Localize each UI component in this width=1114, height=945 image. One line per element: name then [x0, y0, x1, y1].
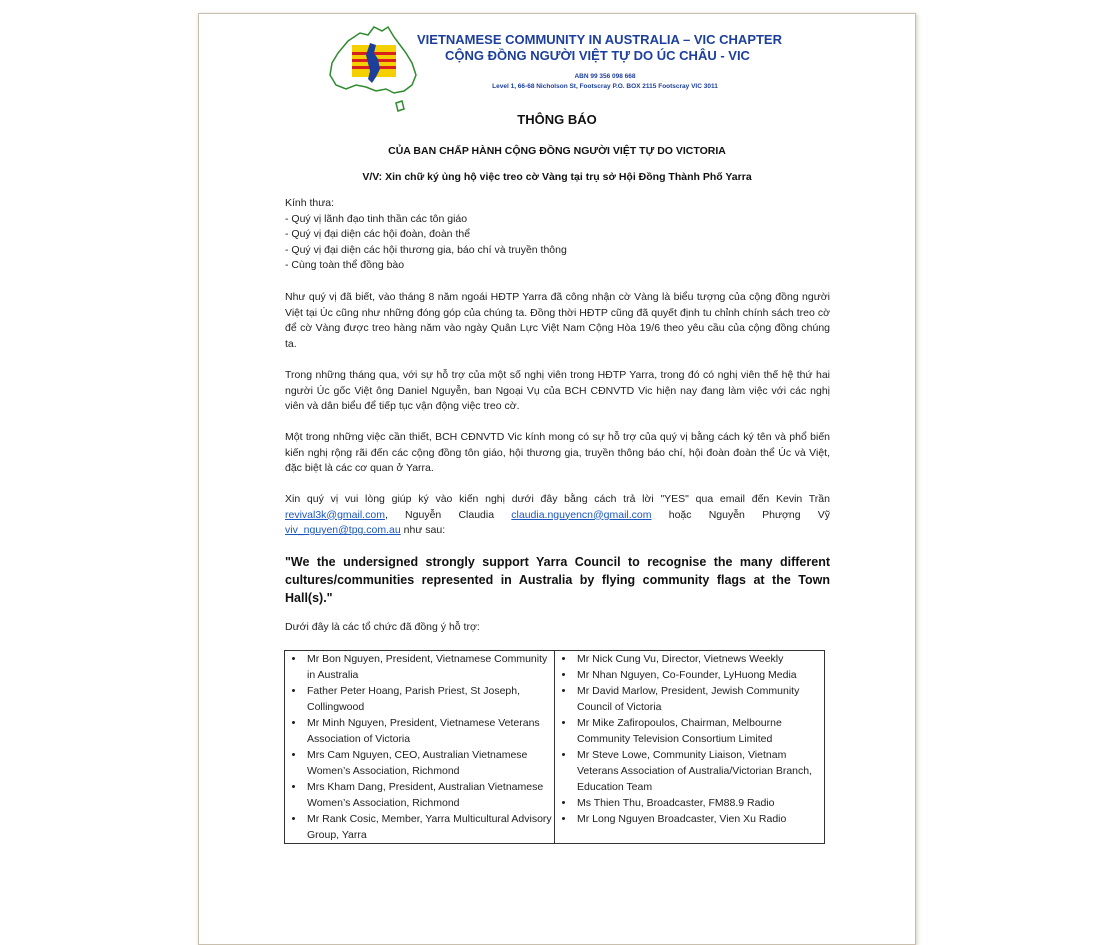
paragraph-4-text: như sau: [400, 524, 446, 536]
greeting-line: - Quý vị đại diện các hội thương gia, báo chí và truyền thông [285, 243, 567, 256]
supporter-item: • Mr Nhan Nguyen, Co-Founder, LyHuong Media [575, 667, 824, 683]
greeting-block [285, 196, 830, 274]
org-name-vi: CỘNG ĐỒNG NGƯỜI VIỆT TỰ DO ÚC CHÂU - VIC [445, 48, 750, 63]
supporters-right-column [555, 651, 825, 844]
org-details [479, 72, 731, 92]
supporters-left-column [285, 651, 555, 844]
supporter-item: • Mr Mike Zafiropoulos, Chairman, Melbourne Community Television Consortium Limited [575, 715, 824, 747]
supporter-item: • Mr Steve Lowe, Community Liaison, Vietnam Veterans Association of Australia/Victorian Branch, Education Team [575, 747, 824, 795]
org-name [417, 32, 782, 64]
greeting-line: - Quý vị đại diện các hội đoàn, đoàn thể [285, 228, 471, 240]
email-link-claudia[interactable]: claudia.nguyencn@gmail.com [511, 508, 652, 521]
greeting-line: - Quý vị lãnh đạo tinh thần các tôn giáo [285, 212, 468, 225]
supporter-item: • Mr Nick Cung Vu, Director, Vietnews Weekly [575, 651, 824, 667]
supporter-item: • Mr Bon Nguyen, President, Vietnamese Community in Australia [305, 651, 554, 683]
org-name-en: VIETNAMESE COMMUNITY IN AUSTRALIA – VIC CHAPTER [417, 32, 782, 47]
paragraph-4-text: hoặc Nguyễn Phượng Vỹ [651, 508, 830, 521]
supporter-item: • Mr Long Nguyen Broadcaster, Vien Xu Radio [575, 811, 824, 827]
paragraph-2: Trong những tháng qua, với sự hỗ trợ của một số nghị viên trong HĐTP Yarra, trong đó có nghị viên thế hệ thứ hai người Úc gốc Việt ông Daniel Nguyễn, ban Ngoại Vụ của BCH CĐNVTD Vic hiện nay đang làm việc với các nghị viên và dân biểu để tiếp tục vận động việc treo cờ. [285, 369, 830, 412]
petition-quote: "We the undersigned strongly support Yarra Council to recognise the many different cultures/communities represented in Australia by flying community flags at the Town Hall(s)." [285, 555, 830, 605]
email-link-vy[interactable]: viv_nguyen@tpg.com.au [285, 524, 401, 536]
supporters-intro: Dưới đây là các tổ chức đã đồng ý hỗ trợ: [285, 621, 480, 633]
supporter-item: • Mr Minh Nguyen, President, Vietnamese Veterans Association of Victoria [305, 715, 554, 747]
paragraph-4 [285, 492, 830, 539]
abn-number: ABN 99 356 098 668 [574, 73, 636, 80]
supporter-item: • Mrs Cam Nguyen, CEO, Australian Vietnamese Women’s Association, Richmond [305, 747, 554, 779]
notice-title: THÔNG BÁO [517, 112, 597, 127]
greeting-line: - Cùng toàn thể đồng bào [285, 259, 405, 271]
paragraph-4-text: Xin quý vị vui lòng giúp ký vào kiến nghị dưới đây bằng cách trả lời "YES" qua email đến Kevin Trần [285, 493, 830, 505]
paragraph-4-text: , Nguyễn Claudia [384, 508, 512, 521]
paragraph-3: Một trong những việc cần thiết, BCH CĐNVTD Vic kính mong có sự hỗ trợ của quý vị bằng cách ký tên và phổ biến kiến nghị rộng rãi đến các cộng đồng tôn giáo, hội thương gia, truyền thông báo chí, hội đoàn đoàn thể Úc và Việt, đặc biệt là các cơ quan ở Yarra. [285, 431, 830, 474]
notice-subject: V/V: Xin chữ ký ủng hộ việc treo cờ Vàng tại trụ sở Hội Đồng Thành Phố Yarra [362, 171, 752, 183]
supporter-item: • Mr David Marlow, President, Jewish Community Council of Victoria [575, 683, 824, 715]
notice-subtitle: CỦA BAN CHẤP HÀNH CỘNG ĐỒNG NGƯỜI VIỆT TỰ DO VICTORIA [388, 145, 726, 157]
document-page [198, 13, 916, 945]
paragraph-1: Như quý vị đã biết, vào tháng 8 năm ngoái HĐTP Yarra đã công nhận cờ Vàng là biểu tượng của cộng đồng người Việt tại Úc cũng như những đóng góp của chúng ta. Đồng thời HĐTP cũng đã quyết định tu chỉnh chính sách treo cờ để cờ Vàng được treo hàng năm vào ngày Quân Lực Việt Nam Cộng Hòa 19/6 theo yêu cầu của cộng đồng chúng ta. [285, 291, 830, 350]
org-address: Level 1, 66-68 Nicholson St, Footscray P.O. BOX 2115 Footscray VIC 3011 [492, 83, 718, 90]
supporters-table [284, 650, 825, 844]
supporter-item: • Ms Thien Thu, Broadcaster, FM88.9 Radio [575, 795, 824, 811]
supporter-item: • Father Peter Hoang, Parish Priest, St Joseph, Collingwood [305, 683, 554, 715]
supporter-item: • Mr Rank Cosic, Member, Yarra Multicultural Advisory Group, Yarra [305, 811, 554, 843]
supporter-item: • Mrs Kham Dang, President, Australian Vietnamese Women’s Association, Richmond [305, 779, 554, 811]
australia-map-flag-logo [326, 23, 426, 119]
email-link-kevin[interactable]: revival3k@gmail.com [285, 508, 385, 521]
salutation: Kính thưa: [285, 197, 335, 209]
